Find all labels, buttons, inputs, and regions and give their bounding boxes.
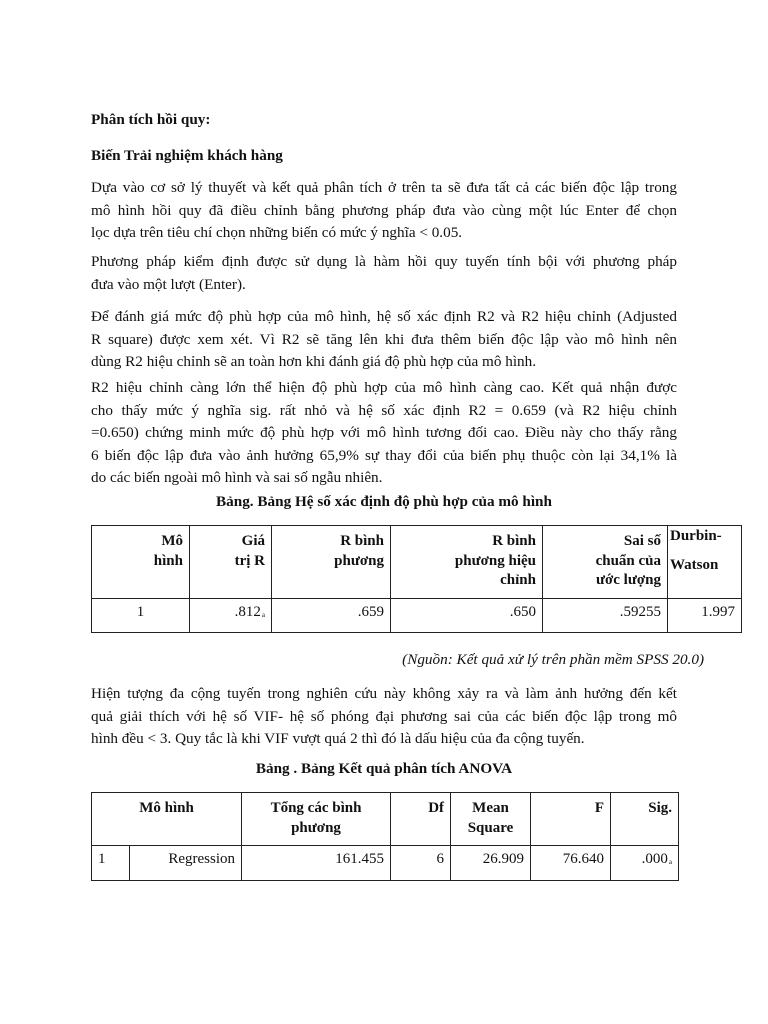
table1-caption: Bảng. Bảng Hệ số xác định độ phù hợp của mô hình [216, 493, 552, 510]
header-model: Mô hình [92, 526, 190, 599]
text-line: hình đều < 3. Quy tắc là khi VIF vượt quá 2 thì đó là dấu hiệu của đa cộng tuyến. [91, 730, 585, 748]
anova-table [91, 792, 679, 881]
text-line: đưa vào một lượt (Enter). [91, 275, 246, 293]
text-line: Để đánh giá mức độ phù hợp của mô hình, hệ số xác định R2 và R2 hiệu chỉnh (Adjusted [91, 308, 677, 325]
cell-durbin-watson: 1.997 [668, 599, 742, 633]
section-title: Phân tích hồi quy: [91, 111, 211, 128]
table-row [92, 599, 742, 633]
text-line: Dựa vào cơ sở lý thuyết và kết quả phân tích ở trên ta sẽ đưa tất cả các biến độc lập trong [91, 179, 677, 196]
text-line: =0.650) chứng minh mức độ phù hợp với mô hình tương đối cao. Điều này cho thấy rằng [91, 424, 677, 442]
cell-r-square: .659 [272, 599, 391, 633]
paragraph-results [91, 377, 677, 490]
paragraph-multicollinearity [91, 683, 677, 751]
table-row [92, 846, 679, 881]
cell-model-number: 1 [92, 846, 130, 881]
cell-mean-square: 26.909 [451, 846, 531, 881]
header-sum-of-squares: Tổng các bình phương [242, 793, 391, 846]
header-df: Df [391, 793, 451, 846]
model-summary-table [91, 525, 742, 633]
text-line: R square) được xem xét. Vì R2 sẽ tăng lên khi đưa thêm biến độc lập vào mô hình nên [91, 330, 677, 348]
paragraph-method [91, 177, 677, 245]
table2-caption: Bảng . Bảng Kết quả phân tích ANOVA [255, 760, 513, 777]
header-sig: Sig. [611, 793, 679, 846]
cell-sum-of-squares: 161.455 [242, 846, 391, 881]
variable-title: Biến Trải nghiệm khách hàng [91, 147, 283, 164]
footnote-marker: a [668, 858, 673, 866]
text-line: do các biến ngoài mô hình và sai số ngẫu nhiên. [91, 469, 383, 487]
cell-df: 6 [391, 846, 451, 881]
header-r: Giá trị R [190, 526, 272, 599]
paragraph-test [91, 251, 677, 296]
text-line: cho thấy mức ý nghĩa sig. rất nhỏ và hệ số xác định R2 = 0.659 (và R2 hiệu chỉnh [91, 401, 677, 419]
table1-source: (Nguồn: Kết quả xử lý trên phần mềm SPSS 20.0) [402, 651, 704, 668]
text-line: Phương pháp kiểm định được sử dụng là hàm hồi quy tuyến tính bội với phương pháp [91, 253, 677, 270]
text-line: quả giải thích với hệ số VIF- hệ số phóng đại phương sai của các biến độc lập trong mô [91, 707, 677, 725]
header-mean-square: Mean Square [451, 793, 531, 846]
header-r-square: R bình phương [272, 526, 391, 599]
cell-sig: .000$^a$ [611, 846, 679, 881]
text-line: lọc dựa trên tiêu chí chọn những biến có mức ý nghĩa < 0.05. [91, 224, 463, 242]
table-header-row [92, 793, 679, 846]
text-line: Hiện tượng đa cộng tuyến trong nghiên cứu này không xảy ra và làm ảnh hưởng đến kết [91, 685, 677, 702]
header-model: Mô hình [92, 793, 242, 846]
header-durbin-watson: Durbin- Watson [668, 526, 742, 599]
text-line: dùng R2 hiệu chỉnh sẽ an toàn hơn khi đánh giá độ phù hợp của mô hình. [91, 353, 537, 371]
cell-r: .812$^a$ [190, 599, 272, 633]
paragraph-r2 [91, 306, 677, 374]
header-std-error: Sai số chuẩn của ước lượng [543, 526, 668, 599]
cell-model-label: Regression [130, 846, 242, 881]
text-line: mô hình hồi quy đã điều chỉnh bằng phương pháp đưa vào cùng một lúc Enter để chọn [91, 201, 677, 219]
header-f: F [531, 793, 611, 846]
cell-model: 1 [92, 599, 190, 633]
header-adjusted-r-square: R bình phương hiệu chỉnh [391, 526, 543, 599]
table-header-row [92, 526, 742, 599]
text-line: R2 hiệu chỉnh càng lớn thể hiện độ phù hợp của mô hình càng cao. Kết quả nhận được [91, 379, 677, 396]
text-line: 6 biến độc lập đưa vào ảnh hưởng 65,9% sự thay đổi của biến phụ thuộc còn lại 34,1% là [91, 446, 677, 464]
footnote-marker: a [261, 611, 265, 619]
cell-std-error: .59255 [543, 599, 668, 633]
cell-adjusted-r-square: .650 [391, 599, 543, 633]
cell-f: 76.640 [531, 846, 611, 881]
